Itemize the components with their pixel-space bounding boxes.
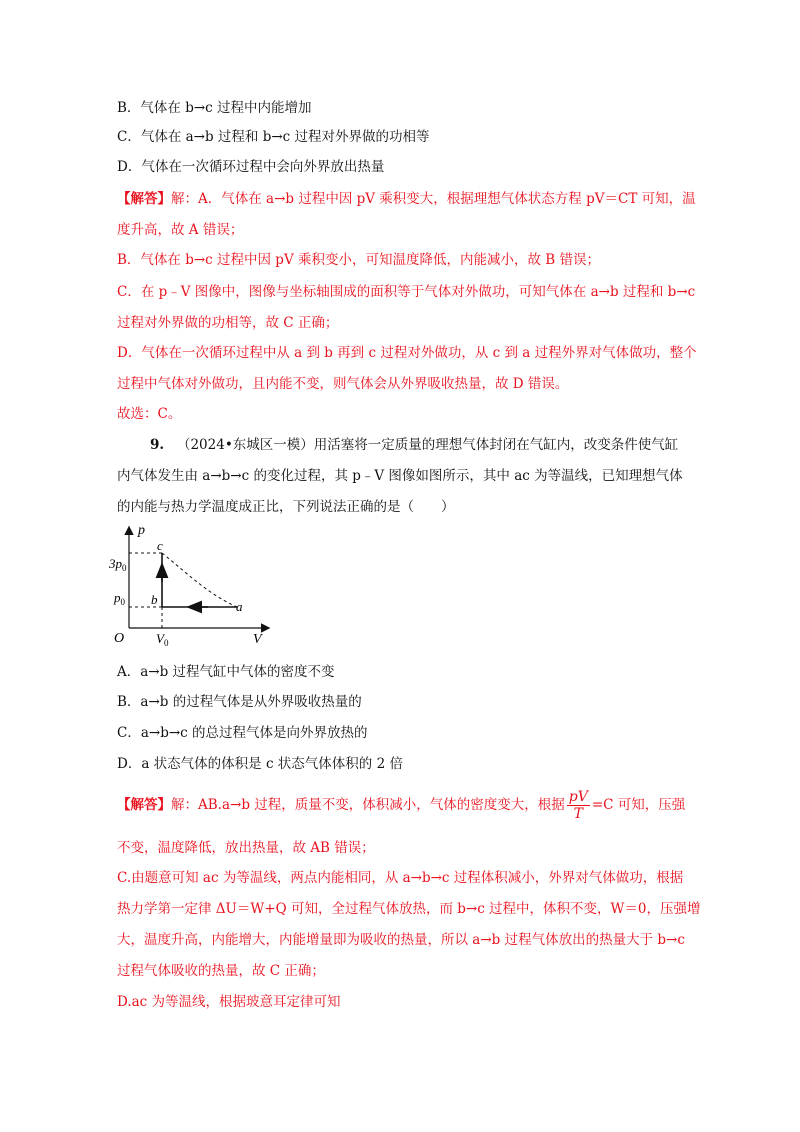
option-c: C．a→b→c 的总过程气体是向外界放热的 xyxy=(117,725,368,741)
answer-9-line-4: 热力学第一定律 ΔU＝W+Q 可知，全过程气体放热，而 b→c 过程中，体积不变，W＝0，压强增 xyxy=(117,901,701,917)
prev-answer-line-1 xyxy=(117,189,696,209)
option-d-prev: D．气体在一次循环过程中会向外界放出热量 xyxy=(117,159,385,175)
question-9-line-3: 的内能与热力学温度成正比，下列说法正确的是（ ） xyxy=(117,499,455,515)
isotherm-curve xyxy=(162,553,237,607)
prev-answer-line-6: D．气体在一次循环过程中从 a 到 b 再到 c 过程对外做功，从 c 到 a 过程外界对气体做功，整个 xyxy=(117,345,697,361)
pv-graph xyxy=(108,522,278,652)
fraction-denominator: T xyxy=(573,806,583,822)
answer-tag: 【解答】 xyxy=(117,191,171,207)
tick-3p0: $3p_0$ xyxy=(109,556,127,573)
prev-answer-line-5: 过程对外界做的功相等，故 C 正确； xyxy=(117,315,339,331)
answer-9-line-7: D.ac 为等温线，根据玻意耳定律可知 xyxy=(117,994,341,1010)
answer-tag: 【解答】 xyxy=(117,797,171,813)
answer-9-line-5: 大，温度升高，内能增大，内能增量即为吸收的热量，所以 a→b 过程气体放出的热量大于 b→c xyxy=(117,932,685,948)
question-number: 9. xyxy=(150,437,165,453)
prev-answer-line-4: C．在 p﹣V 图像中，图像与坐标轴围成的面积等于气体对外做功，可知气体在 a→b 过程和 b→c xyxy=(117,284,696,300)
point-a-label: a xyxy=(236,599,243,614)
question-9-line-1 xyxy=(150,435,678,455)
tick-v0: $V_0$ xyxy=(156,631,169,648)
origin-label: O xyxy=(114,631,125,646)
x-axis-label: V xyxy=(253,632,262,647)
option-b-prev: B．气体在 b→c 过程中内能增加 xyxy=(117,100,312,116)
option-d: D．a 状态气体的体积是 c 状态气体体积的 2 倍 xyxy=(117,756,403,772)
answer-9-line-6: 过程气体吸收的热量，故 C 正确； xyxy=(117,963,325,979)
prev-answer-line-2: 度升高，故 A 错误； xyxy=(117,222,244,238)
prev-answer-line-8: 故选：C。 xyxy=(117,406,182,422)
option-b: B．a→b 的过程气体是从外界吸收热量的 xyxy=(117,694,362,710)
answer-9-line-2: 不变，温度降低，放出热量，故 AB 错误； xyxy=(117,840,375,856)
point-b-label: b xyxy=(151,592,158,607)
answer-9-line-1 xyxy=(117,788,685,822)
fraction-numerator: pV xyxy=(568,789,588,805)
option-c-prev: C．气体在 a→b 过程和 b→c 过程对外界做的功相等 xyxy=(117,129,430,145)
prev-answer-line-3: B．气体在 b→c 过程中因 pV 乘积变小，可知温度降低，内能减小，故 B 错误； xyxy=(117,252,600,268)
answer-text: 解：AB.a→b 过程，质量不变，体积减小，气体的密度变大，根据 xyxy=(171,797,565,813)
answer-text: 解：A．气体在 a→b 过程中因 pV 乘积变大，根据理想气体状态方程 pV＝CT 可知，温 xyxy=(171,191,696,207)
point-c-label: c xyxy=(157,538,163,553)
question-9-line-2: 内气体发生由 a→b→c 的变化过程，其 p﹣V 图像如图所示，其中 ac 为等温线，已知理想气体 xyxy=(117,468,683,484)
fraction-pv-over-t xyxy=(567,789,590,822)
prev-answer-line-7: 过程中气体对外做功，且内能不变，则气体会从外界吸收热量，故 D 错误。 xyxy=(117,376,569,392)
option-a: A．a→b 过程气缸中气体的密度不变 xyxy=(117,664,335,680)
answer-text: =C 可知，压强 xyxy=(591,797,686,813)
question-text: （2024•东城区一模）用活塞将一定质量的理想气体封闭在气缸内，改变条件使气缸 xyxy=(176,437,679,453)
answer-9-line-3: C.由题意可知 ac 为等温线，两点内能相同，从 a→b→c 过程体积减小，外界对气体做功，根据 xyxy=(117,870,684,886)
y-axis-label: p xyxy=(138,523,145,538)
tick-p0: $p_0$ xyxy=(114,590,125,607)
